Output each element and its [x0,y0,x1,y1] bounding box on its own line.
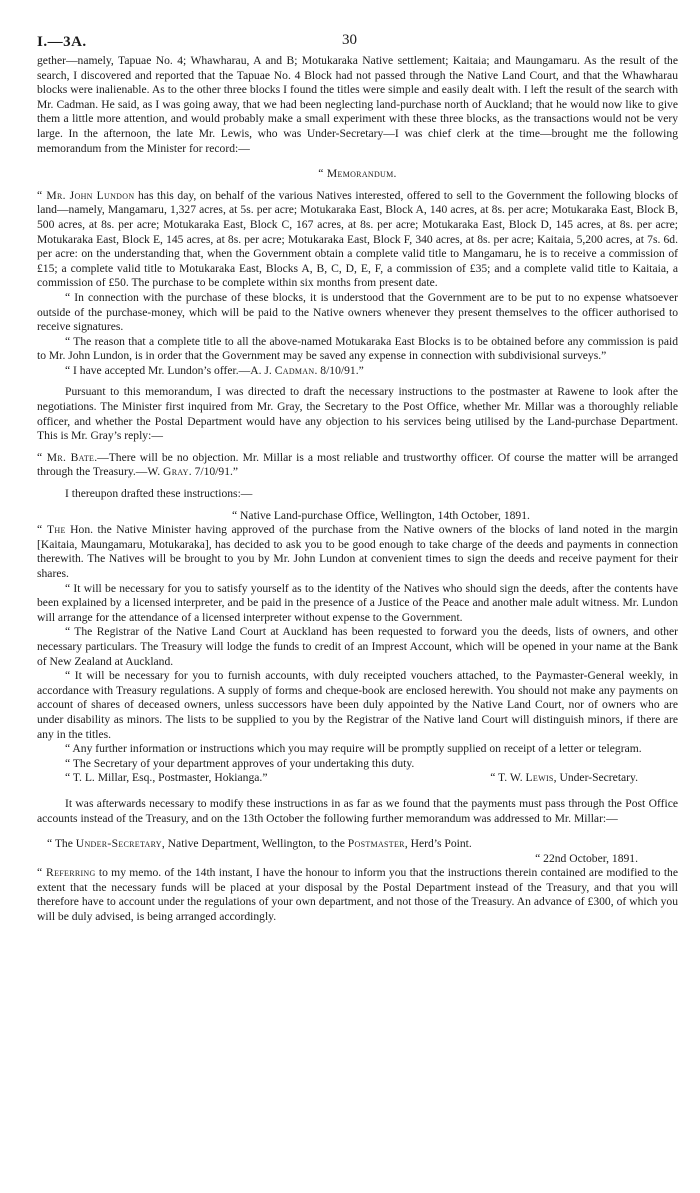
instructions-paragraph-1: “ The Hon. the Native Minister having approved of the purchase from the Native owners of the blocks of land noted in the margin [Kaitaia, Maungamaru, Motukaraka], has decided to ask you to be good enough to take charge of the deeds and payments in connection therewith. The Natives will be brought to you by Mr. John Lundon at convenient times to sign the deeds and receive payment for their shares. [37,523,678,580]
signatory-gray: Gray [163,465,189,479]
instructions-dateline: “ Native Land-purchase Office, Wellington, 14th October, 1891. [232,508,530,522]
memo-paragraph-offer: “ Mr. John Lundon has this day, on behalf of the various Natives interested, offered to sell to the Government the following blocks of land—namely, Mangamaru, 1,327 acres, at 5s. per acre; Motukaraka East, Block A, 140 acres, at 8s. per acre; Motukaraka East, Block B, 500 acres, at 8s. per acre; Motukaraka East, Block C, 167 acres, at 8s. per acre; Motukaraka East, Block D, 145 acres, at 8s. per acre; Motukaraka East, Block E, 145 acres, at 8s. per acre; Motukaraka East, Block F, 340 acres, at 8s. per acre; Kaitaia, 5,200 acres, at 7s. 6d. per acre: on the understanding that, when the Government obtain a complete valid title to Mangamaru, he is to receive a commission of £15; a complete valid title to Motukaraka East, Blocks A, B, C, D, E, F, a commission of £35; and a complete valid title to Kaitaia, a commission of £50. The purchase to be complete within six months from present date. [37,188,679,290]
instructions-paragraph-5: “ Any further information or instructions which you may require will be promptly supplied on receipt of a letter or telegram. [65,742,642,756]
instructions-closing [37,771,678,786]
page-number: 30 [342,32,357,48]
instructions-paragraph-2: “ It will be necessary for you to satisfy yourself as to the identity of the Natives who should sign the deeds, after the contents have been explained by a licensed interpreter, and be paid in the presence of a Justice of the Peace and another male adult witness. Mr. Lundon will arrange for the attendance of a licensed interpreter without expense to the Government. [37,581,678,624]
paragraph-search-result: gether—namely, Tapuae No. 4; Whawharau, A and B; Motukaraka Native settlement; Kaitaia; and Maungamaru. As the result of the search, I discovered and reported that the Tapuae No. 4 Block had not passed through the Native Land Court, and that the Whawharau blocks were inalienable. As to the other three blocks I found the titles were simple and easily dealt with. I left the result of the search with Mr. Cadman. He said, as I was going away, that we had been neglecting land-purchase north of Auckland; that he would now like to give them a little more attention, and would probably make a small experiment with these three blocks, as the transactions would not be very large. In the afternoon, the late Mr. Lewis, who was Under-Secretary—I was chief clerk at the time—brought me the following memorandum from the Minister for record:— [37,54,678,155]
memo2-body: “ Referring to my memo. of the 14th instant, I have the honour to inform you that the instructions therein contained are modified to the extent that the necessary funds will be placed at your disposal by the Postal Department instead of the Treasury, and that you will therefore have to account under the regulations of your own department, and not those of the Treasury. An advance of £300, of which you will be duly advised, is being arranged accordingly. [37,866,678,924]
instructions-paragraph-6: “ The Secretary of your department approves of your undertaking this duty. [65,756,415,770]
memo-paragraph-accepted: “ I have accepted Mr. Lundon’s offer.—A. J. Cadman. 8/10/91.” [65,363,364,377]
page-header [37,30,678,54]
paragraph-modify: It was afterwards necessary to modify these instructions in as far as we found that the payments must pass through the Post Office accounts instead of the Treasury, and on the 13th October the following further memorandum was addressed to Mr. Millar:— [37,796,678,825]
paragraph-drafted: I thereupon drafted these instructions:— [65,487,253,501]
addressee: “ T. L. Millar, Esq., Postmaster, Hokianga.” [65,771,268,785]
signature-lewis: “ T. W. Lewis, Under-Secretary. [490,771,638,785]
memo2-heading: “ The Under-Secretary, Native Department, Wellington, to the Postmaster, Herd’s Point. [47,837,472,851]
paragraph-pursuant: Pursuant to this memorandum, I was directed to draft the necessary instructions to the postmaster at Rawene to look after the negotiations. The Minister first inquired from Mr. Gray, the Secretary to the Post Office, whether Mr. Millar was a thoroughly reliable officer, and whether the Postal Department would have any objection to his services being utilised by the Land-purchase Department. This is Mr. Gray’s reply:— [37,385,678,443]
memo-paragraph-reason: “ The reason that a complete title to all the above-named Motukaraka East Blocks is to be obtained before any commission is paid to Mr. John Lundon, is in order that the Government may be saved any expense in connection with subdivisional surveys.” [37,334,678,363]
gray-reply: “ Mr. Bate.—There will be no objection. Mr. Millar is a most reliable and trustworthy officer. Of course the matter will be arranged through the Treasury.—W. Gray. 7/10/91.” [37,450,678,479]
memo-paragraph-expense: “ In connection with the purchase of these blocks, it is understood that the Government are to be put to no expense whatsoever outside of the purchase-money, which will be paid to the Native owners whenever they present themselves to the officer authorised to receive signatures. [37,290,678,334]
instructions-paragraph-4: “ It will be necessary for you to furnish accounts, with duly receipted vouchers attached, to the Paymaster-General weekly, in accordance with Treasury regulations. A supply of forms and cheque-book are enclosed herewith. You should not make any payments on account of shares of deceased owners, unless successors have been duly appointed by the Native Land Court, nor of owners who are under disability as minors. The lists to be supplied to you by the Registrar of the Native land Court will distinguish minors, if there are any in the titles. [37,669,678,741]
signatory-cadman: Cadman [274,363,315,377]
memo2-date: “ 22nd October, 1891. [535,851,638,865]
memorandum-heading: “ Memorandum. [318,167,397,181]
body-text [37,54,678,925]
document-reference: I.—3A. [37,34,87,50]
memo-lead: “ Mr. John Lundon [37,188,135,202]
instructions-paragraph-3: “ The Registrar of the Native Land Court at Auckland has been requested to forward you the deeds, lists of owners, and other necessary particulars. The Treasury will lodge the funds to credit of an Imprest Account, which will be opened in your name at the Bank of New Zealand at Auckland. [37,625,678,668]
